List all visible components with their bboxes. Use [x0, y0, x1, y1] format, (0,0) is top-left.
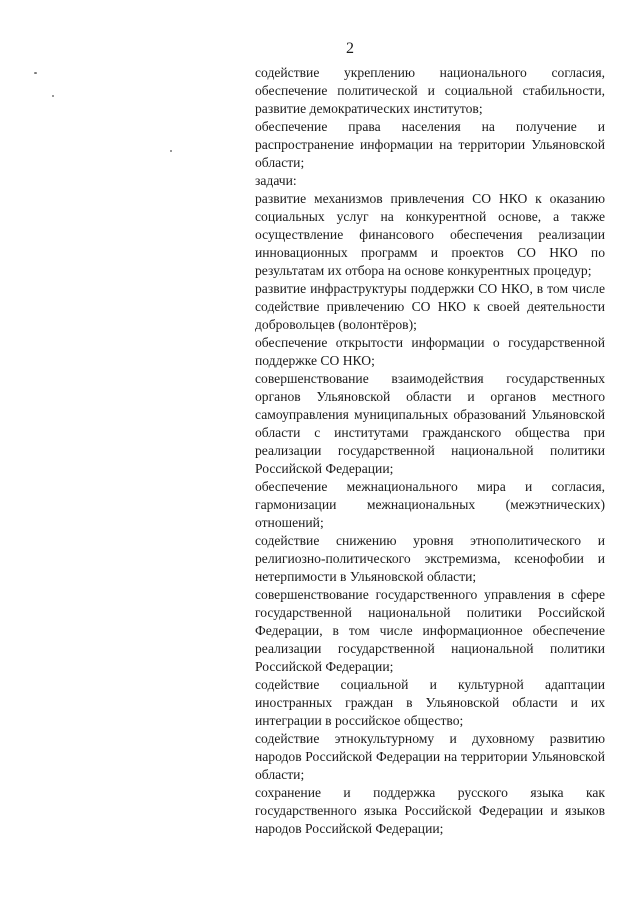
paragraph-11: содействие социальной и культурной адаптации иностранных граждан в Ульяновской области и их интеграции в российское общество; — [255, 677, 605, 728]
paragraph-12: содействие этнокультурному и духовному развитию народов Российской Федерации на территории Ульяновской области; — [255, 731, 605, 782]
scan-speck — [170, 150, 172, 152]
paragraph-1: содействие укреплению национального согласия, обеспечение политической и социальной стабильности, развитие демократических институтов; — [255, 65, 605, 116]
paragraph-5: развитие инфраструктуры поддержки СО НКО, в том числе содействие привлечению СО НКО к своей деятельности добровольцев (волонтёров); — [255, 281, 605, 332]
paragraph-13: сохранение и поддержка русского языка как государственного языка Российской Федерации и языков народов Российской Федерации; — [255, 785, 605, 836]
paragraph-4: развитие механизмов привлечения СО НКО к оказанию социальных услуг на конкурентной основе, а также осуществление финансового обеспечения реализации инновационных программ и проектов СО НКО по результатам их отбора на основе конкурентных процедур; — [255, 191, 605, 278]
paragraph-8: обеспечение межнационального мира и согласия, гармонизации межнациональных (межэтнических) отношений; — [255, 479, 605, 530]
paragraph-tasks-heading: задачи: — [255, 173, 297, 188]
scan-speck — [34, 72, 37, 74]
paragraph-9: содействие снижению уровня этнополитического и религиозно-политического экстремизма, ксенофобии и нетерпимости в Ульяновской области; — [255, 533, 605, 584]
paragraph-6: обеспечение открытости информации о государственной поддержке СО НКО; — [255, 335, 605, 368]
paragraph-2: обеспечение права населения на получение и распространение информации на территории Ульяновской области; — [255, 119, 605, 170]
scan-speck — [52, 95, 54, 97]
paragraph-7: совершенствование взаимодействия государственных органов Ульяновской области и органов местного самоуправления муниципальных образований Ульяновской области с институтами гражданского общества при реализации государственной национальной политики Российской Федерации; — [255, 371, 605, 476]
paragraph-10: совершенствование государственного управления в сфере государственной национальной политики Российской Федерации, в том числе информационное обеспечение реализации государственной национальной политики Российской Федерации; — [255, 587, 605, 674]
page-number: 2 — [346, 40, 354, 57]
document-body — [255, 64, 605, 838]
